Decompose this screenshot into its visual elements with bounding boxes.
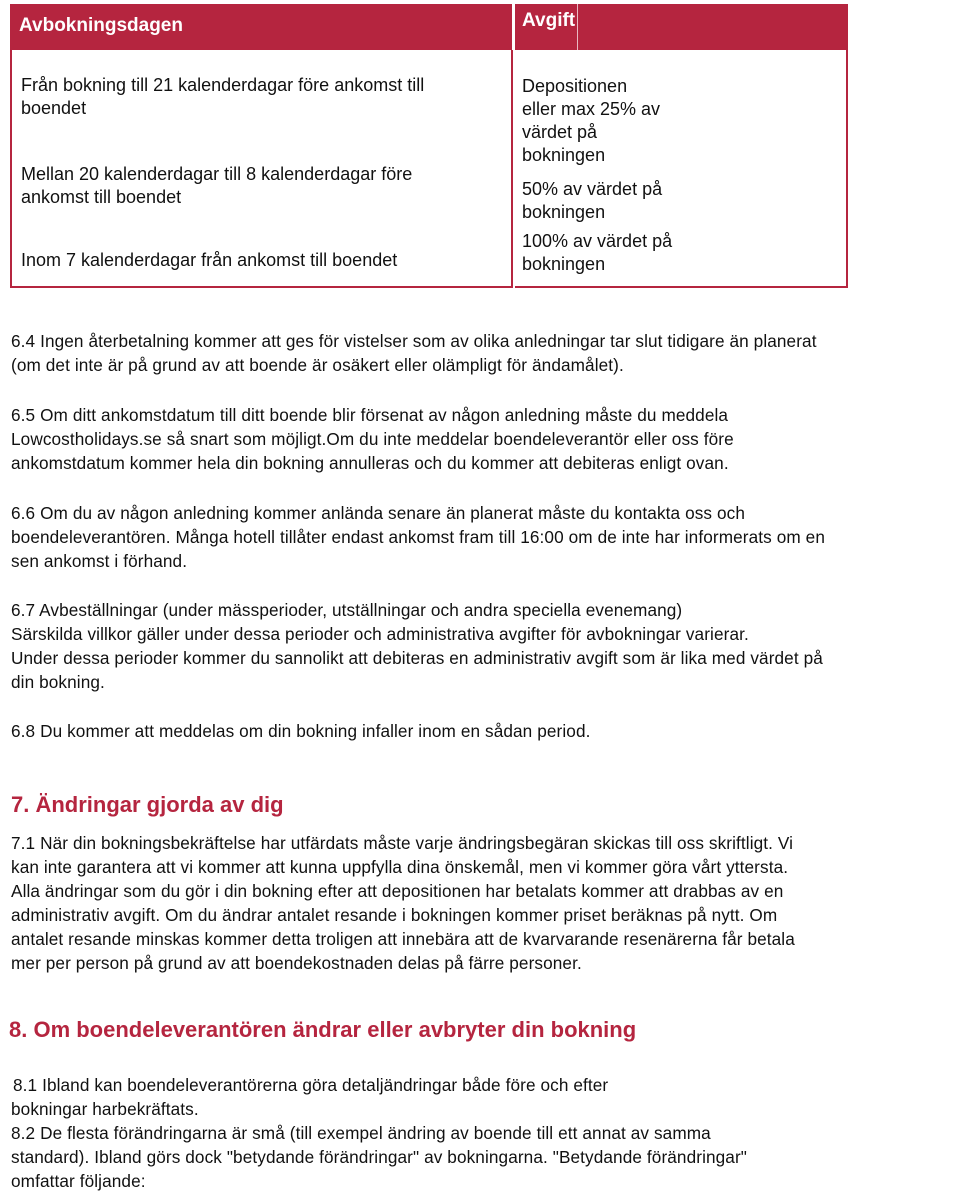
period-row-1 <box>21 74 424 120</box>
period-text: Mellan 20 kalenderdagar till 8 kalenderdagar före <box>21 164 413 184</box>
paragraph-line: boendeleverantören. Många hotell tillåter endast ankomst fram till 16:00 om de inte har informerats om en <box>11 527 825 547</box>
paragraph-line: administrativ avgift. Om du ändrar antalet resande i bokningen kommer priset beräknas på nytt. Om <box>11 905 778 925</box>
header-right-label: Avgift <box>522 10 576 31</box>
cancellation-fee-table <box>10 4 848 288</box>
section-8-2 <box>11 1121 956 1193</box>
paragraph-line: 6.6 Om du av någon anledning kommer anlända senare än planerat måste du kontakta oss och <box>11 503 745 523</box>
fee-column <box>515 50 848 288</box>
paragraph-line: 6.8 Du kommer att meddelas om din bokning infaller inom en sådan period. <box>11 721 591 741</box>
fee-text: eller max 25% av <box>522 99 661 119</box>
header-left-label: Avbokningsdagen <box>19 15 183 36</box>
period-text: Inom 7 kalenderdagar från ankomst till boendet <box>21 250 398 270</box>
fee-text: 100% av värdet på <box>522 231 673 251</box>
heading-section-8: 8. Om boendeleverantören ändrar eller avbryter din bokning <box>9 1017 637 1042</box>
period-row-3 <box>21 249 397 272</box>
header-divider <box>577 4 578 50</box>
section-6-7 <box>11 598 956 694</box>
paragraph-line: standard). Ibland görs dock "betydande förändringar" av bokningarna. "Betydande förändringar" <box>11 1147 747 1167</box>
paragraph-line: Särskilda villkor gäller under dessa perioder och administrativa avgifter för avbokningar varierar. <box>11 624 749 644</box>
period-text: Från bokning till 21 kalenderdagar före ankomst till <box>21 75 425 95</box>
fee-row-1 <box>522 75 660 167</box>
section-6-8 <box>11 719 956 743</box>
paragraph-line: 6.5 Om ditt ankomstdatum till ditt boende blir försenat av någon anledning måste du meddela <box>11 405 729 425</box>
paragraph-line: Alla ändringar som du gör i din bokning efter att depositionen har betalats kommer att drabbas av en <box>11 881 784 901</box>
section-8-1 <box>13 1073 958 1121</box>
fee-row-2 <box>522 178 662 224</box>
section-6-4 <box>11 329 956 377</box>
paragraph-line: Under dessa perioder kommer du sannolikt att debiteras en administrativ avgift som är lika med värdet på <box>11 648 823 668</box>
fee-text: bokningen <box>522 254 606 274</box>
table-header-fee <box>515 4 848 50</box>
paragraph-line: (om det inte är på grund av att boende är osäkert eller olämpligt för ändamålet). <box>11 355 624 375</box>
table-header-cancellation-day <box>10 4 512 50</box>
period-text: ankomst till boendet <box>21 187 182 207</box>
section-7-1 <box>11 831 956 975</box>
paragraph-line: 6.7 Avbeställningar (under mässperioder, utställningar och andra speciella evenemang) <box>11 600 683 620</box>
section-6-5 <box>11 403 956 475</box>
heading-section-7: 7. Ändringar gjorda av dig <box>11 792 284 817</box>
fee-text: värdet på <box>522 122 598 142</box>
fee-text: 50% av värdet på <box>522 179 663 199</box>
period-text: boendet <box>21 98 87 118</box>
paragraph-line: 6.4 Ingen återbetalning kommer att ges för vistelser som av olika anledningar tar slut tidigare än planerat <box>11 331 817 351</box>
paragraph-line: mer per person på grund av att boendekostnaden delas på färre personer. <box>11 953 582 973</box>
paragraph-line: 8.1 Ibland kan boendeleverantörerna göra detaljändringar både före och efter <box>13 1075 609 1095</box>
period-column <box>10 50 513 288</box>
section-6-6 <box>11 501 956 573</box>
fee-text: bokningen <box>522 202 606 222</box>
period-row-2 <box>21 163 412 209</box>
paragraph-line: kan inte garantera att vi kommer att kunna uppfylla dina önskemål, men vi kommer göra vårt yttersta. <box>11 857 789 877</box>
paragraph-line: omfattar följande: <box>11 1171 146 1191</box>
paragraph-line: din bokning. <box>11 672 105 692</box>
paragraph-line: 7.1 När din bokningsbekräftelse har utfärdats måste varje ändringsbegäran skickas till oss skriftligt. Vi <box>11 833 794 853</box>
paragraph-line: ankomstdatum kommer hela din bokning annulleras och du kommer att debiteras enligt ovan. <box>11 453 729 473</box>
fee-row-3 <box>522 230 672 276</box>
paragraph-line: 8.2 De flesta förändringarna är små (till exempel ändring av boende till ett annat av samma <box>11 1123 711 1143</box>
paragraph-line: Lowcostholidays.se så snart som möjligt.Om du inte meddelar boendeleverantör eller oss före <box>11 429 734 449</box>
paragraph-line: sen ankomst i förhand. <box>11 551 188 571</box>
fee-text: Depositionen <box>522 76 628 96</box>
paragraph-line: bokningar harbekräftats. <box>11 1099 199 1119</box>
paragraph-line: antalet resande minskas kommer detta troligen att innebära att de kvarvarande resenärerna får betala <box>11 929 795 949</box>
fee-text: bokningen <box>522 145 606 165</box>
